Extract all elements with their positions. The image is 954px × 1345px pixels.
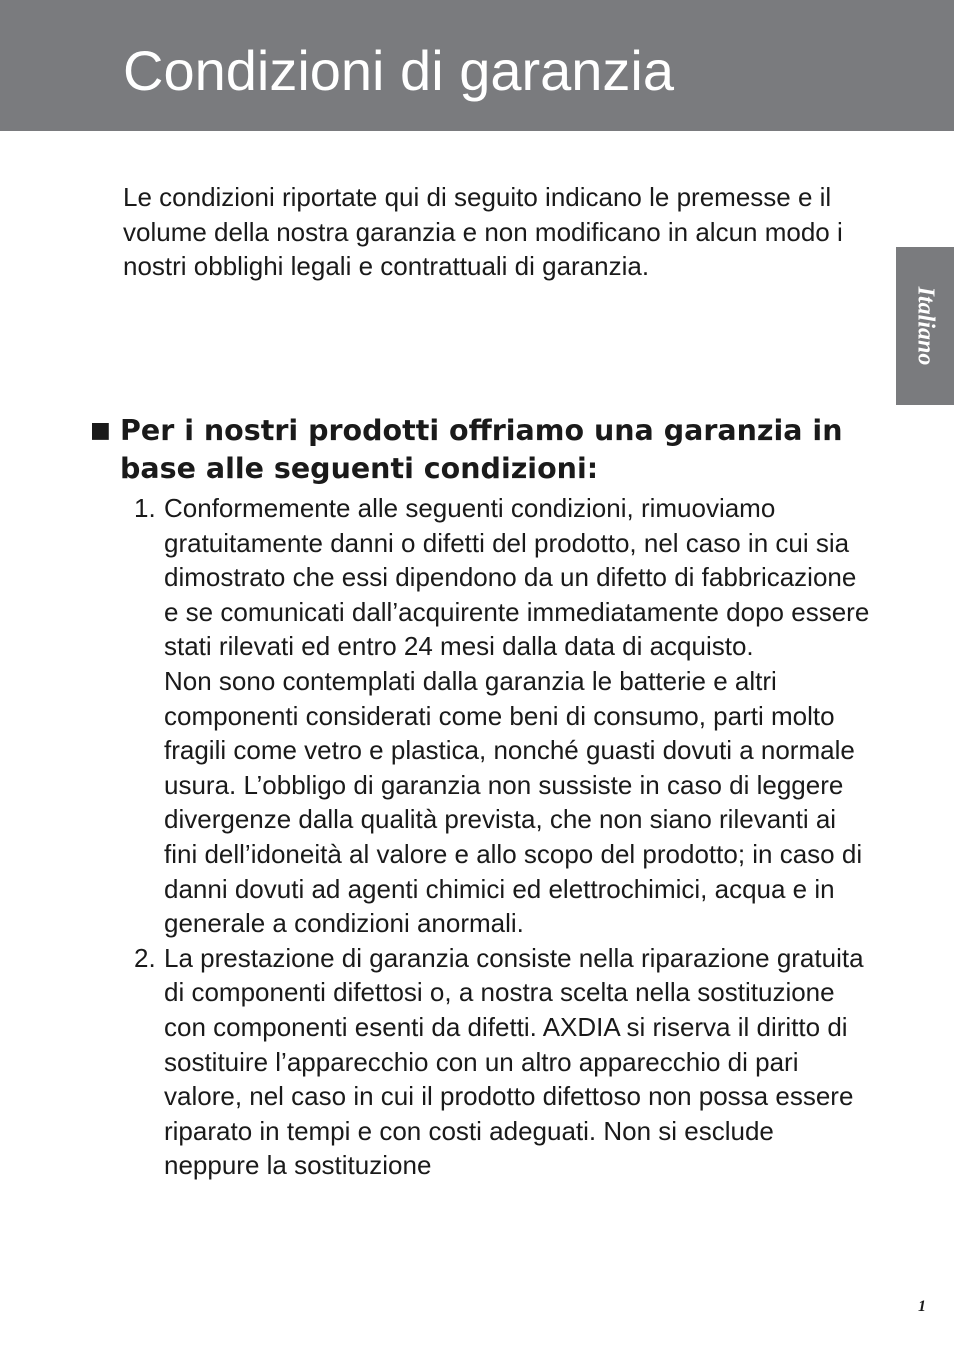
condition-number: 2. — [134, 942, 156, 973]
page-number: 1 — [918, 1298, 926, 1315]
language-tab — [896, 247, 954, 405]
condition-item-1 — [134, 491, 874, 941]
language-tab-label: Italiano — [912, 286, 939, 366]
page-title: Condizioni di garanzia — [123, 39, 675, 102]
section-heading-text: Per i nostri prodotti offriamo una garanzia in base alle seguenti condizioni: — [120, 414, 843, 485]
conditions-list — [134, 491, 874, 1183]
square-bullet-icon: ■ — [90, 418, 111, 443]
header-band — [0, 0, 954, 131]
section-heading — [90, 412, 890, 488]
condition-number: 1. — [134, 493, 156, 523]
intro-paragraph: Le condizioni riportate qui di seguito indicano le premesse e il volume della nostra garanzia e non modificano in alcun modo i nostri obblighi legali e contrattuali di garanzia. — [123, 182, 843, 282]
condition-paragraph: Non sono contemplati dalla garanzia le batterie e altri componenti considerati come beni di consumo, parti molto fragili come vetro e plastica, nonché guasti dovuti a normale usura. L’obbligo di garanzia non sussiste in caso di leggere divergenze dalla qualità prevista, che non siano rilevanti ai fini dell’idoneità al valore e allo scopo del prodotto; in caso di danni dovuti ad agenti chimici ed elettrochimici, acqua e in generale a condizioni anormali. — [164, 665, 863, 939]
condition-paragraph: La prestazione di garanzia consiste nella riparazione gratuita di componenti difettosi o, a nostra scelta nella sostituzione con componenti esenti da difetti. AXDIA si riserva il diritto di sostituire l’apparecchio con un altro apparecchio di pari valore, nel caso in cui il prodotto difettoso non possa essere riparato in tempi e con costi adeguati. Non si esclude neppure la sostituzione — [164, 942, 864, 1181]
condition-item-2 — [134, 941, 874, 1183]
condition-paragraph: Conformemente alle seguenti condizioni, rimuoviamo gratuitamente danni o difetti del prodotto, nel caso in cui sia dimostrato che essi dipendono da un difetto di fabbricazione e se comunicati dall’acquirente immediatamente dopo essere stati rilevati ed entro 24 mesi dalla data di acquisto. — [164, 493, 870, 662]
